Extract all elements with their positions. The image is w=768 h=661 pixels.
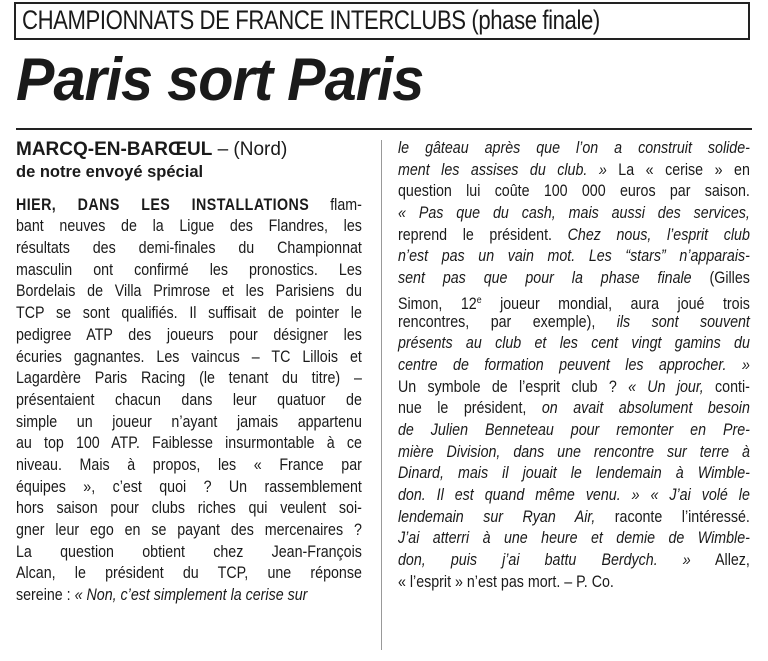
- body-text: conti-: [703, 377, 750, 396]
- column-separator: [381, 140, 382, 650]
- italic-quote: on avait absolument besoin: [541, 399, 750, 418]
- text-line: [16, 455, 362, 477]
- body-text: hors saison pour clubs riches qui veulent soi-: [16, 499, 362, 518]
- italic-quote: ment les assises du club. »: [398, 160, 607, 179]
- body-text: rencontres, par exemple),: [398, 312, 617, 331]
- text-line: [398, 442, 750, 464]
- text-line: [16, 216, 362, 238]
- italic-quote: centre de formation peuvent les approcher. »: [398, 355, 750, 374]
- body-text: nue le président,: [398, 399, 542, 418]
- body-text: gner leur ego en se payant des mercenaires ?: [16, 521, 362, 540]
- body-text: reprend le président.: [398, 225, 568, 244]
- body-text: Alcan, le président du TCP, une réponse: [16, 564, 362, 583]
- text-line: [398, 572, 750, 594]
- body-text: Bordelais de Villa Primrose et les Parisiens du: [16, 282, 362, 301]
- italic-quote: « Pas que du cash, mais aussi des services,: [398, 204, 750, 223]
- body-text: joueur mondial, aura joué trois: [481, 294, 750, 313]
- body-text: résultats des demi-finales du Championnat: [16, 239, 362, 258]
- superscript: e: [476, 294, 482, 306]
- text-line: [16, 368, 362, 390]
- body-text: Simon, 12: [398, 294, 477, 313]
- body-text: sereine :: [16, 586, 75, 605]
- text-line: [398, 290, 750, 312]
- body-text: équipes », c’est quoi ? Un rassemblement: [16, 477, 362, 496]
- text-line: [16, 412, 362, 434]
- body-text: pedigree ATP des joueurs pour désigner les: [16, 325, 362, 344]
- body-text: simple un joueur n’ayant jamais appartenu: [16, 412, 362, 431]
- text-line: [16, 260, 362, 282]
- italic-quote: don, puis j’ai battu Berdych. »: [398, 551, 691, 570]
- body-text: Allez,: [690, 551, 750, 570]
- text-line: [398, 528, 750, 550]
- italic-quote: mière Division, dans une rencontre sur terre à: [398, 442, 750, 461]
- body-text: masculin ont confirmé les pronostics. Les: [16, 260, 362, 279]
- text-line: [398, 333, 750, 355]
- text-line: [16, 477, 362, 499]
- text-line: [398, 160, 750, 182]
- body-text: écuries gagnantes. Les vaincus – TC Lillois et: [16, 347, 362, 366]
- dateline: [16, 138, 362, 162]
- lead-in: HIER, DANS LES INSTALLATIONS: [16, 195, 310, 214]
- text-line: [16, 195, 362, 217]
- italic-quote: sent pas que pour la phase finale: [398, 269, 692, 288]
- dateline-place: MARCQ-EN-BARŒUL: [16, 139, 213, 160]
- italic-quote: lendemain sur Ryan Air,: [398, 507, 596, 526]
- article-column-1: [16, 138, 362, 607]
- body-text: La « cerise » en: [606, 160, 750, 179]
- body-text: Un symbole de l’esprit club ?: [398, 377, 629, 396]
- text-line: [398, 485, 750, 507]
- text-line: [16, 542, 362, 564]
- body-text: niveau. Mais à propos, les « France par: [16, 455, 362, 474]
- article-headline: Paris sort Paris: [16, 46, 424, 113]
- text-line: [16, 563, 362, 585]
- text-line: [398, 181, 750, 203]
- italic-quote: le gâteau après que l’on a construit solide-: [398, 139, 750, 157]
- text-line: [398, 377, 750, 399]
- body-text: (Gilles: [691, 269, 750, 288]
- column-2-body: [398, 138, 750, 593]
- text-line: [16, 433, 362, 455]
- italic-quote: Chez nous, l’esprit club: [567, 225, 750, 244]
- italic-quote: Dinard, mais il jouait le lendemain à Wimble-: [398, 464, 750, 483]
- body-text: raconte l’intéressé.: [595, 507, 750, 526]
- italic-quote: J’ai atterri à une heure et demie de Wimble-: [398, 529, 750, 548]
- column-1-body: [16, 195, 362, 607]
- text-line: [16, 347, 362, 369]
- body-text: « l’esprit » n’est pas mort. – P. Co.: [398, 572, 614, 591]
- text-line: [398, 398, 750, 420]
- text-line: [398, 225, 750, 247]
- rubric-text: CHAMPIONNATS DE FRANCE INTERCLUBS (phase finale): [22, 5, 600, 35]
- text-line: [398, 138, 750, 160]
- italic-quote: présents au club et les cent vingt gamins du: [398, 334, 750, 353]
- text-line: [398, 420, 750, 442]
- body-text: question lui coûte 100 000 euros par saison.: [398, 182, 750, 201]
- text-line: [16, 281, 362, 303]
- text-line: [16, 238, 362, 260]
- dateline-region: – (Nord): [212, 139, 288, 160]
- text-line: [398, 312, 750, 334]
- body-text: TCP se sont qualifiés. Il suffisait de pointer le: [16, 304, 362, 323]
- text-line: [16, 585, 362, 607]
- body-text: La question obtient chez Jean-François: [16, 542, 362, 561]
- text-line: [398, 507, 750, 529]
- italic-quote: don. Il est quand même venu. » « J’ai volé le: [398, 486, 750, 504]
- text-line: [398, 355, 750, 377]
- italic-quote: « Non, c’est simplement la cerise sur: [74, 586, 308, 605]
- text-line: [398, 463, 750, 485]
- text-line: [16, 520, 362, 542]
- section-rubric: [14, 2, 750, 40]
- text-line: [16, 498, 362, 520]
- byline: de notre envoyé spécial: [16, 163, 204, 181]
- body-text: bant neuves de la Ligue des Flandres, les: [16, 217, 362, 236]
- body-text: au top 100 ATP. Faiblesse insurmontable à ce: [16, 434, 362, 453]
- body-text: flam-: [309, 195, 362, 214]
- italic-quote: n’est pas un vain mot. Les “stars” n’apparais-: [398, 247, 750, 266]
- text-line: [398, 550, 750, 572]
- text-line: [16, 325, 362, 347]
- text-line: [398, 203, 750, 225]
- body-text: Lagardère Paris Racing (le tenant du titre) –: [16, 369, 362, 388]
- text-line: [398, 268, 750, 290]
- text-line: [16, 303, 362, 325]
- italic-quote: ils sont souvent: [616, 312, 750, 331]
- italic-quote: « Un jour,: [628, 377, 704, 396]
- body-text: présentaient chacun dans leur quatuor de: [16, 390, 362, 409]
- italic-quote: de Julien Benneteau pour remonter en Pre-: [398, 420, 750, 439]
- text-line: [16, 390, 362, 412]
- text-line: [398, 246, 750, 268]
- headline-rule: [16, 128, 752, 130]
- article-column-2: [398, 138, 750, 593]
